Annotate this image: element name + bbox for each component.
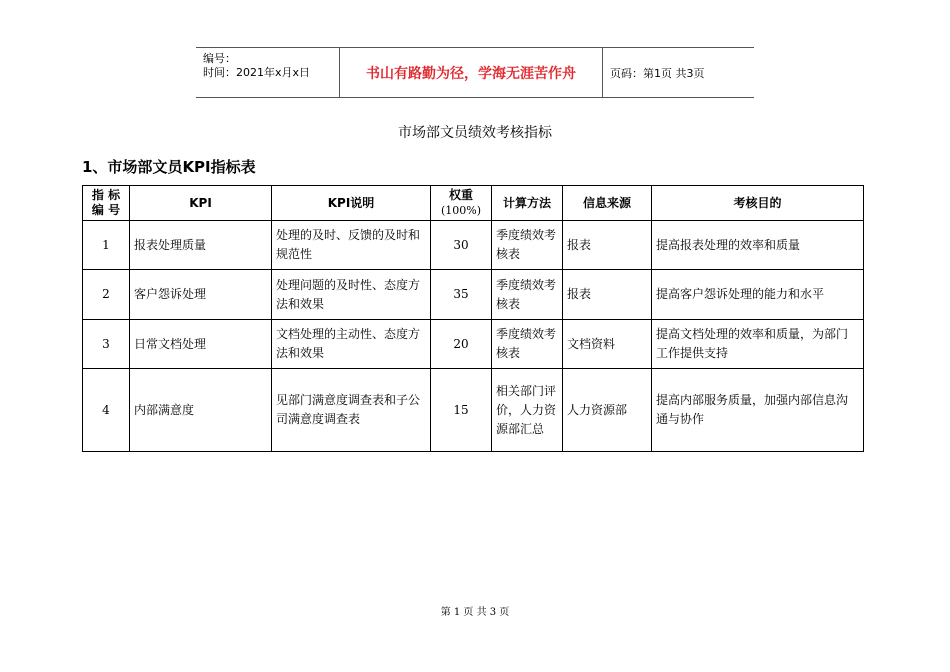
- cell-no: 4: [83, 369, 130, 452]
- header-weight-label: 权重: [448, 188, 473, 202]
- cell-purpose: 提高内部服务质量，加强内部信息沟通与协作: [652, 369, 864, 452]
- cell-desc: 处理问题的及时性、态度方法和效果: [272, 270, 431, 320]
- header-weight-sub: (100%): [440, 204, 482, 217]
- cell-source: 文档资料: [563, 320, 652, 369]
- cell-method: 相关部门评价，人力资源部汇总: [492, 369, 563, 452]
- cell-desc: 见部门满意度调查表和子公司满意度调查表: [272, 369, 431, 452]
- header-purpose: 考核目的: [652, 186, 864, 221]
- header-motto-cell: [340, 48, 603, 97]
- cell-no: 2: [83, 270, 130, 320]
- cell-source: 报表: [563, 270, 652, 320]
- cell-source: 报表: [563, 221, 652, 270]
- table-row: [83, 369, 864, 452]
- cell-kpi: 报表处理质量: [130, 221, 272, 270]
- cell-weight: 35: [431, 270, 492, 320]
- serial-label: 编号：: [203, 52, 236, 65]
- table-row: [83, 270, 864, 320]
- time-label: 时间：2021年x月x日: [203, 66, 311, 79]
- cell-method: 季度绩效考核表: [492, 320, 563, 369]
- cell-weight: 15: [431, 369, 492, 452]
- header-page-cell: [603, 48, 754, 97]
- cell-weight: 20: [431, 320, 492, 369]
- table-header-row: [83, 186, 864, 221]
- header-kpi: KPI: [130, 186, 272, 221]
- table-row: [83, 320, 864, 369]
- cell-no: 3: [83, 320, 130, 369]
- cell-no: 1: [83, 221, 130, 270]
- cell-desc: 文档处理的主动性、态度方法和效果: [272, 320, 431, 369]
- motto-text: 书山有路勤为径，学海无涯苦作舟: [366, 66, 576, 82]
- header-weight: [431, 186, 492, 221]
- cell-kpi: 客户怨诉处理: [130, 270, 272, 320]
- cell-method: 季度绩效考核表: [492, 221, 563, 270]
- cell-weight: 30: [431, 221, 492, 270]
- page-header: [196, 47, 754, 98]
- document-title: 市场部文员绩效考核指标: [398, 125, 552, 141]
- header-info-cell: [196, 48, 340, 97]
- header-no: 指 标 编 号: [83, 186, 130, 221]
- kpi-table: [82, 185, 864, 452]
- page-number-label: 页码：第1页 共3页: [610, 67, 705, 80]
- header-source: 信息来源: [563, 186, 652, 221]
- cell-purpose: 提高客户怨诉处理的能力和水平: [652, 270, 864, 320]
- cell-method: 季度绩效考核表: [492, 270, 563, 320]
- cell-purpose: 提高报表处理的效率和质量: [652, 221, 864, 270]
- header-method: 计算方法: [492, 186, 563, 221]
- cell-purpose: 提高文档处理的效率和质量，为部门工作提供支持: [652, 320, 864, 369]
- section-title: 1、市场部文员KPI指标表: [82, 158, 256, 176]
- cell-kpi: 日常文档处理: [130, 320, 272, 369]
- page-footer: 第 1 页 共 3 页: [440, 607, 510, 618]
- table-row: [83, 221, 864, 270]
- cell-desc: 处理的及时、反馈的及时和规范性: [272, 221, 431, 270]
- header-desc: KPI说明: [272, 186, 431, 221]
- cell-source: 人力资源部: [563, 369, 652, 452]
- cell-kpi: 内部满意度: [130, 369, 272, 452]
